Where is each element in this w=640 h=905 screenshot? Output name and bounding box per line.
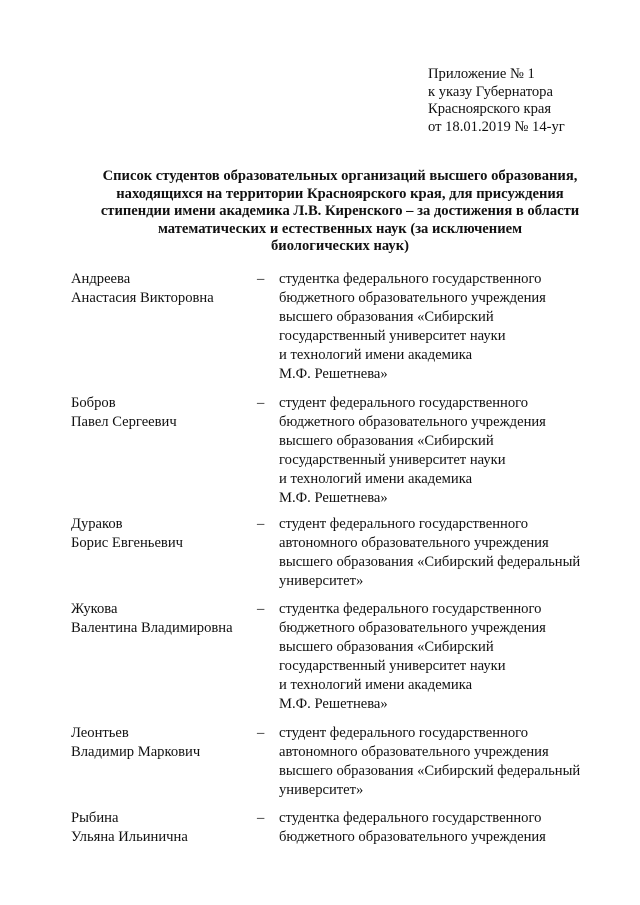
description-line: университет» (279, 782, 364, 798)
student-surname: Дураков (71, 516, 123, 532)
description-line: бюджетного образовательного учреждения (279, 414, 546, 430)
student-name (71, 270, 214, 308)
description-line: автономного образовательного учреждения (279, 535, 549, 551)
description-line: студент федерального государственного (279, 725, 529, 741)
student-given-name: Валентина Владимировна (71, 620, 233, 636)
student-given-name: Владимир Маркович (71, 744, 201, 760)
title-line: Список студентов образовательных организаций высшего образования, (102, 168, 578, 184)
student-surname: Жукова (71, 601, 118, 617)
student-name (71, 724, 200, 762)
description-line: бюджетного образовательного учреждения (279, 620, 546, 636)
appendix-date: от 18.01.2019 № 14-уг (428, 118, 565, 135)
entry-dash: – (257, 271, 265, 287)
title-line: математических и естественных наук (за исключением (157, 220, 523, 237)
appendix-decree: к указу Губернатора (428, 83, 553, 100)
description-line: высшего образования «Сибирский федеральный (279, 554, 581, 570)
student-given-name: Анастасия Викторовна (71, 290, 214, 306)
description-line: высшего образования «Сибирский (279, 309, 494, 325)
description-line: бюджетного образовательного учреждения (279, 829, 546, 845)
description-line: государственный университет науки (279, 452, 506, 468)
student-given-name: Павел Сергеевич (71, 414, 177, 430)
student-name (71, 394, 177, 432)
description-line: бюджетного образовательного учреждения (279, 290, 546, 306)
document-title (60, 168, 620, 256)
entry-dash: – (257, 516, 265, 532)
student-surname: Бобров (71, 395, 116, 411)
appendix-region: Красноярского края (428, 101, 552, 117)
student-description (279, 394, 546, 508)
description-line: и технологий имени академика (279, 347, 473, 363)
description-line: М.Ф. Решетнева» (279, 696, 388, 712)
description-line: М.Ф. Решетнева» (279, 366, 388, 382)
description-line: студентка федерального государственного (279, 601, 542, 617)
appendix-number: Приложение № 1 (428, 66, 535, 82)
description-line: и технологий имени академика (279, 471, 473, 487)
description-line: студентка федерального государственного (279, 810, 542, 826)
description-line: и технологий имени академика (279, 677, 473, 693)
description-line: высшего образования «Сибирский (279, 433, 494, 449)
title-line: биологических наук) (271, 238, 409, 254)
description-line: университет» (279, 573, 364, 589)
entry-dash: – (257, 601, 265, 617)
student-description (279, 724, 580, 800)
student-name (71, 809, 188, 847)
description-line: высшего образования «Сибирский федеральный (279, 763, 581, 779)
description-line: студент федерального государственного (279, 516, 529, 532)
student-surname: Леонтьев (71, 725, 129, 741)
student-surname: Рыбина (71, 810, 119, 826)
description-line: М.Ф. Решетнева» (279, 490, 388, 506)
appendix-header (428, 66, 565, 136)
description-line: государственный университет науки (279, 658, 506, 674)
student-name (71, 600, 233, 638)
student-description (279, 809, 546, 847)
entry-dash: – (257, 395, 265, 411)
description-line: высшего образования «Сибирский (279, 639, 494, 655)
entry-dash: – (257, 725, 265, 741)
description-line: государственный университет науки (279, 328, 506, 344)
student-given-name: Ульяна Ильинична (71, 829, 188, 845)
student-description (279, 600, 546, 714)
description-line: студент федерального государственного (279, 395, 529, 411)
title-line: стипендии имени академика Л.В. Киренского – за достижения в области (100, 203, 580, 219)
student-name (71, 515, 183, 553)
title-line: находящихся на территории Красноярского края, для присуждения (116, 185, 564, 202)
description-line: студентка федерального государственного (279, 271, 542, 287)
description-line: автономного образовательного учреждения (279, 744, 549, 760)
student-description (279, 515, 580, 591)
student-surname: Андреева (71, 271, 131, 287)
entry-dash: – (257, 810, 265, 826)
student-description (279, 270, 546, 384)
student-given-name: Борис Евгеньевич (71, 535, 183, 551)
